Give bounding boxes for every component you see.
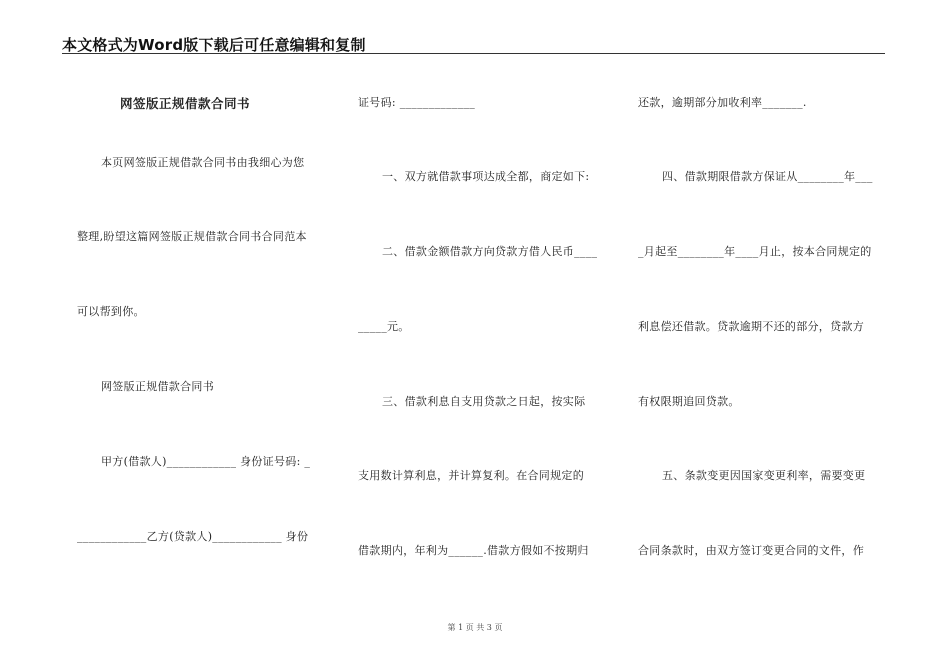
text-column-1 [77, 0, 327, 672]
download-banner: 本文格式为Word版下载后可任意编辑和复制 [62, 36, 366, 54]
paragraph-line: 五、条款变更因国家变更利率，需要变更 [662, 469, 866, 482]
paragraph-line: 二、借款金额借款方向贷款方借人民币____ [382, 245, 598, 258]
paragraph-line: 四、借款期限借款方保证从________年___ [662, 170, 873, 183]
paragraph-line: 网签版正规借款合同书 [101, 380, 214, 393]
paragraph-line: 还款，逾期部分加收利率_______. [638, 96, 807, 109]
paragraph-line: 一、双方就借款事项达成全都，商定如下: [382, 170, 590, 183]
paragraph-line: 甲方(借款人)____________ 身份证号码: _ [101, 455, 311, 468]
text-column-3 [638, 0, 888, 672]
paragraph-line: 三、借款利息自支用贷款之日起，按实际 [382, 395, 586, 408]
text-column-2 [358, 0, 608, 672]
page-number: 第 1 页 共 3 页 [447, 623, 503, 632]
paragraph-line: _月起至________年____月止，按本合同规定的 [638, 245, 872, 258]
paragraph-line: ____________乙方(贷款人)____________ 身份 [77, 530, 309, 543]
paragraph-line: 有权限期追回贷款。 [638, 395, 740, 408]
paragraph-line: 可以帮到你。 [77, 305, 145, 318]
paragraph-line: 本页网签版正规借款合同书由我细心为您 [101, 156, 305, 169]
paragraph-line: 支用数计算利息，并计算复利。在合同规定的 [358, 469, 584, 482]
paragraph-line: 合同条款时，由双方签订变更合同的文件，作 [638, 544, 864, 557]
paragraph-line: 整理,盼望这篇网签版正规借款合同书合同范本 [77, 230, 307, 243]
paragraph-line: _____元。 [358, 320, 410, 333]
paragraph-line: 利息偿还借款。贷款逾期不还的部分，贷款方 [638, 320, 864, 333]
paragraph-line: 证号码: _____________ [358, 96, 476, 109]
document-title: 网签版正规借款合同书 [120, 96, 251, 111]
paragraph-line: 借款期内，年利为______.借款方假如不按期归 [358, 544, 589, 557]
